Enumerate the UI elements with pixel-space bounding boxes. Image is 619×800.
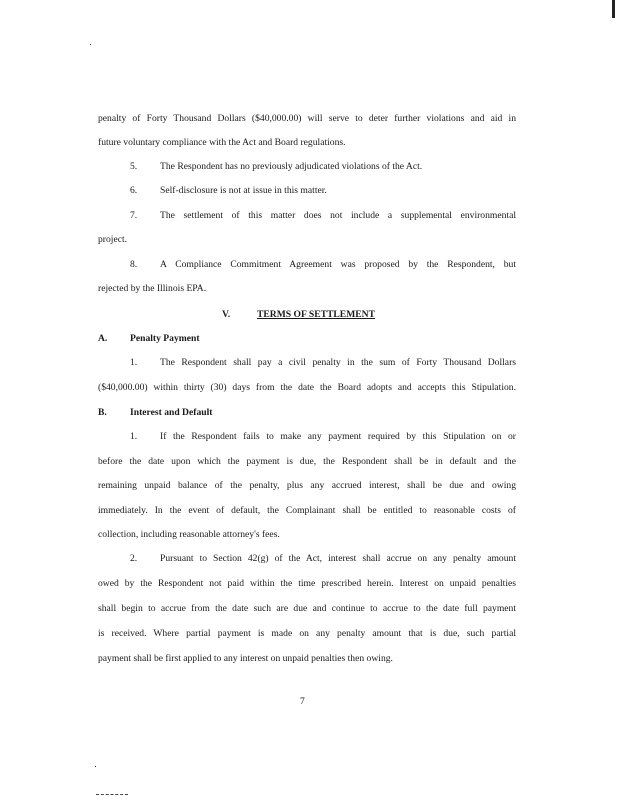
body-line: payment shall be first applied to any interest on unpaid penalties then owing.: [98, 653, 393, 664]
paragraph-number: 1.: [130, 357, 138, 368]
body-line: is received. Where partial payment is made on any penalty amount that is due, such partial: [98, 628, 516, 639]
scan-edge-mark: [612, 0, 615, 18]
scan-speck: [90, 44, 91, 45]
body-line: The Respondent has no previously adjudicated violations of the Act.: [160, 161, 423, 172]
body-line: The Respondent shall pay a civil penalty in the sum of Forty Thousand Dollars: [160, 357, 516, 368]
body-line: ($40,000.00) within thirty (30) days from the date the Board adopts and accepts this Stipulation.: [98, 382, 516, 393]
page-number: 7: [300, 696, 305, 707]
paragraph-number: 8.: [130, 259, 138, 270]
paragraph-number: 6.: [130, 185, 138, 196]
body-line: project.: [98, 234, 128, 245]
paragraph-number: 5.: [130, 161, 138, 172]
scan-speck: [95, 766, 96, 767]
subsection-letter: A.: [98, 333, 108, 344]
body-line: collection, including reasonable attorney's fees.: [98, 529, 280, 540]
body-line: remaining unpaid balance of the penalty, plus any accrued interest, shall be due and owing: [98, 480, 516, 491]
subsection-letter: B.: [98, 407, 107, 418]
subsection-heading: Interest and Default: [130, 407, 213, 418]
body-line: shall begin to accrue from the date such are due and continue to accrue to the date full payment: [98, 603, 516, 614]
body-line: before the date upon which the payment is due, the Respondent shall be in default and the: [98, 456, 516, 467]
body-line: A Compliance Commitment Agreement was proposed by the Respondent, but: [160, 259, 516, 270]
body-line: Self-disclosure is not at issue in this matter.: [160, 185, 327, 196]
body-line: The settlement of this matter does not include a supplemental environmental: [160, 210, 516, 221]
body-line: immediately. In the event of default, the Complainant shall be entitled to reasonable costs of: [98, 505, 516, 516]
body-line: owed by the Respondent not paid within the time prescribed herein. Interest on unpaid penalties: [98, 578, 516, 589]
footer-rule: [96, 794, 128, 796]
body-line: If the Respondent fails to make any payment required by this Stipulation on or: [160, 431, 516, 442]
body-line: rejected by the Illinois EPA.: [98, 283, 207, 294]
section-heading: TERMS OF SETTLEMENT: [257, 309, 375, 320]
section-number: V.: [222, 309, 231, 320]
body-line: penalty of Forty Thousand Dollars ($40,000.00) will serve to deter further violations and aid in: [98, 113, 516, 124]
body-line: Pursuant to Section 42(g) of the Act, interest shall accrue on any penalty amount: [160, 553, 516, 564]
paragraph-number: 2.: [130, 553, 138, 564]
subsection-heading: Penalty Payment: [130, 333, 200, 344]
paragraph-number: 1.: [130, 431, 138, 442]
body-line: future voluntary compliance with the Act and Board regulations.: [98, 137, 346, 148]
paragraph-number: 7.: [130, 210, 138, 221]
